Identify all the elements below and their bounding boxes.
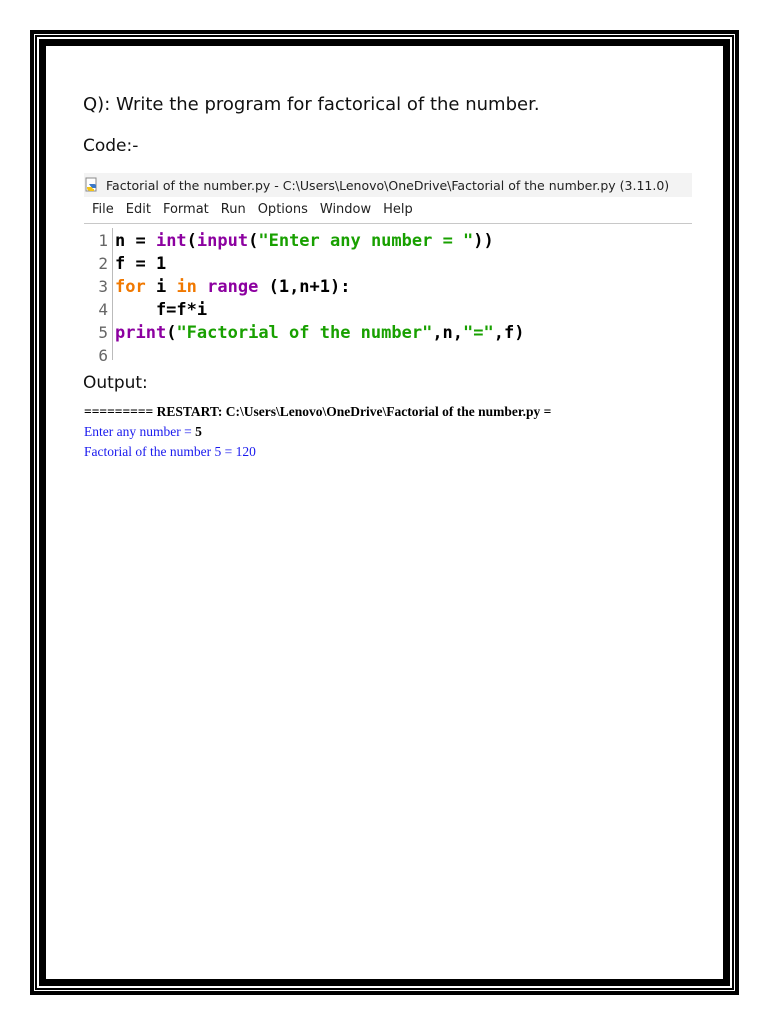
- code-token: ,f): [493, 322, 525, 343]
- line-number: 4: [98, 300, 108, 319]
- code-token: (: [248, 230, 259, 251]
- line-number: 5: [98, 323, 108, 342]
- code-token: ,n,: [432, 322, 464, 343]
- code-token: for: [115, 276, 146, 297]
- menubar-divider: [84, 223, 692, 224]
- shell-prompt-text: Enter any number =: [84, 424, 196, 439]
- shell-result-line: Factorial of the number 5 = 120: [84, 444, 256, 459]
- menu-edit[interactable]: Edit: [125, 202, 151, 217]
- code-token: )): [473, 230, 494, 251]
- code-line[interactable]: [84, 275, 692, 298]
- code-token: [197, 277, 207, 297]
- code-token: n =: [115, 230, 156, 251]
- output-label: Output:: [83, 373, 148, 393]
- code-token: f = 1: [115, 253, 167, 274]
- code-token: (1,n+1):: [258, 276, 351, 297]
- idle-title-bar: [84, 173, 692, 197]
- line-number: 2: [98, 254, 108, 273]
- line-number: 6: [98, 346, 108, 365]
- menu-run[interactable]: Run: [220, 202, 246, 217]
- code-line[interactable]: [84, 344, 692, 367]
- code-token: int: [155, 230, 187, 251]
- code-token: input: [196, 230, 249, 251]
- line-number: 1: [98, 231, 108, 250]
- code-token: "Factorial of the number": [176, 322, 433, 343]
- code-token: (: [186, 230, 197, 251]
- python-file-icon: [84, 177, 100, 193]
- line-number: 3: [98, 277, 108, 296]
- code-line[interactable]: [84, 229, 692, 252]
- menu-window[interactable]: Window: [319, 202, 372, 217]
- question-text: Q): Write the program for factorical of the number.: [83, 94, 540, 115]
- code-line[interactable]: [84, 321, 692, 344]
- code-token: "Enter any number = ": [258, 230, 474, 251]
- code-line[interactable]: [84, 298, 692, 321]
- menu-format[interactable]: Format: [162, 202, 209, 217]
- code-label: Code:-: [83, 136, 139, 156]
- code-token: range: [207, 276, 259, 297]
- idle-window-title: Factorial of the number.py - C:\Users\Lenovo\OneDrive\Factorial of the number.py (3.11.0): [106, 177, 670, 193]
- code-token: "=": [463, 322, 494, 343]
- shell-restart-line: ========= RESTART: C:\Users\Lenovo\OneDrive\Factorial of the number.py =: [84, 404, 552, 419]
- menu-options[interactable]: Options: [257, 202, 308, 217]
- code-token: print: [115, 322, 167, 343]
- code-token: i: [145, 276, 177, 297]
- menu-help[interactable]: Help: [383, 202, 413, 217]
- shell-prompt-line: [84, 424, 692, 440]
- code-token: f=f*i: [115, 299, 208, 320]
- shell-input-value: 5: [195, 424, 202, 439]
- code-line[interactable]: [84, 252, 692, 275]
- idle-menubar: [92, 202, 413, 222]
- code-token: (: [166, 322, 177, 343]
- code-token: in: [176, 276, 197, 297]
- menu-file[interactable]: File: [92, 202, 114, 217]
